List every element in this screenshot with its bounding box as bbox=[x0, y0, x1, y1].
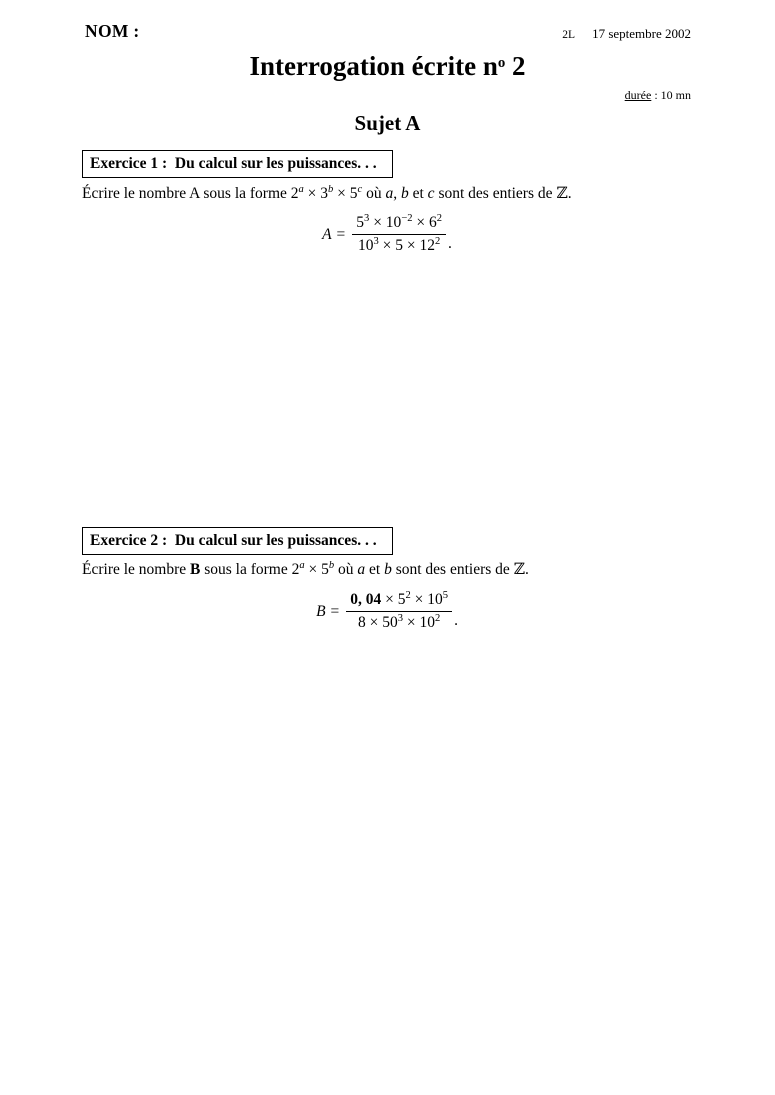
fraction-numerator bbox=[346, 589, 452, 611]
statement-text: sont des entiers de bbox=[434, 185, 557, 202]
den-text: × 5 × 12 bbox=[378, 237, 436, 254]
statement-text: et bbox=[408, 185, 428, 202]
num-text: × 10 bbox=[369, 214, 402, 231]
statement-text: sont des entiers de bbox=[391, 561, 514, 578]
num-exponent: 3 bbox=[364, 212, 370, 224]
var-c: c bbox=[427, 185, 435, 202]
statement-text: , bbox=[393, 185, 401, 202]
title-text: Interrogation écrite n bbox=[249, 51, 498, 81]
num-exponent: 5 bbox=[442, 589, 449, 601]
den-text: 8 × 50 bbox=[358, 614, 398, 631]
statement-text: où bbox=[362, 185, 386, 202]
fraction bbox=[346, 589, 452, 634]
exercise1-title-box bbox=[82, 150, 393, 178]
duration-note bbox=[625, 88, 691, 103]
formula-period: . bbox=[454, 611, 458, 629]
den-exponent: 3 bbox=[397, 612, 404, 624]
duration-label: durée bbox=[624, 88, 652, 102]
subject-title: Sujet A bbox=[354, 111, 421, 135]
den-exponent: 2 bbox=[435, 612, 441, 624]
den-text: 10 bbox=[358, 237, 374, 254]
exponent-b: b bbox=[328, 559, 335, 571]
var-a: a bbox=[357, 561, 366, 578]
num-exponent: 2 bbox=[436, 212, 443, 224]
formula-lhs: B bbox=[316, 602, 326, 620]
exercise1-formula bbox=[82, 212, 692, 257]
statement-text: où bbox=[334, 561, 358, 578]
var-a: a bbox=[385, 185, 394, 202]
num-exponent: −2 bbox=[401, 212, 413, 224]
den-exponent: 3 bbox=[373, 235, 379, 247]
statement-text: sous la forme 2 bbox=[200, 561, 300, 578]
exponent-a: a bbox=[299, 559, 305, 571]
statement-text: Écrire le nombre A sous la forme 2 bbox=[82, 185, 299, 202]
fraction-denominator bbox=[352, 234, 446, 257]
num-text: 5 bbox=[356, 214, 365, 231]
statement-text: . bbox=[525, 561, 529, 578]
fraction-denominator bbox=[346, 611, 452, 634]
name-label: NOM : bbox=[85, 21, 140, 41]
statement-text: × 5 bbox=[304, 561, 329, 578]
fraction bbox=[352, 212, 446, 257]
integers-symbol: ℤ bbox=[556, 184, 568, 202]
number-B: B bbox=[190, 561, 201, 578]
statement-text: × 3 bbox=[303, 185, 329, 202]
exponent-c: c bbox=[357, 183, 363, 195]
duration-value: : 10 mn bbox=[654, 88, 691, 102]
statement-text: × 5 bbox=[333, 185, 358, 202]
integers-symbol: ℤ bbox=[513, 560, 525, 578]
den-exponent: 2 bbox=[435, 235, 441, 247]
exercise2-title: Exercice 2 : Du calcul sur les puissances. . . bbox=[90, 532, 377, 549]
exponent-b: b bbox=[328, 183, 334, 195]
title-ordinal-sup: o bbox=[497, 54, 506, 71]
exercise2-formula bbox=[82, 589, 692, 634]
header-meta bbox=[562, 26, 691, 42]
exercise2-title-box bbox=[82, 527, 393, 555]
exercise1-statement bbox=[82, 183, 692, 204]
date-label: 17 septembre 2002 bbox=[592, 26, 691, 41]
var-b: b bbox=[384, 561, 392, 578]
equals-sign: = bbox=[336, 225, 346, 243]
num-text: × 6 bbox=[412, 214, 437, 231]
formula-period: . bbox=[448, 234, 452, 252]
statement-text: et bbox=[365, 561, 385, 578]
exercise1-title: Exercice 1 : Du calcul sur les puissances. . . bbox=[90, 155, 377, 172]
statement-text: . bbox=[567, 185, 572, 202]
title-number: 2 bbox=[512, 51, 526, 81]
num-text: × 10 bbox=[410, 591, 443, 608]
den-text: × 10 bbox=[403, 614, 436, 631]
page-title bbox=[0, 51, 775, 82]
equals-sign: = bbox=[330, 602, 340, 620]
formula-lhs: A bbox=[322, 225, 332, 243]
num-text: × 5 bbox=[381, 591, 406, 608]
exponent-a: a bbox=[298, 183, 304, 195]
var-b: b bbox=[400, 185, 409, 202]
fraction-numerator bbox=[352, 212, 446, 234]
num-exponent: 2 bbox=[405, 589, 411, 601]
num-bold-text: 0, 04 bbox=[350, 591, 382, 608]
exercise2-statement bbox=[82, 559, 692, 580]
statement-text: Écrire le nombre bbox=[82, 561, 191, 578]
class-code: 2L bbox=[562, 29, 576, 41]
